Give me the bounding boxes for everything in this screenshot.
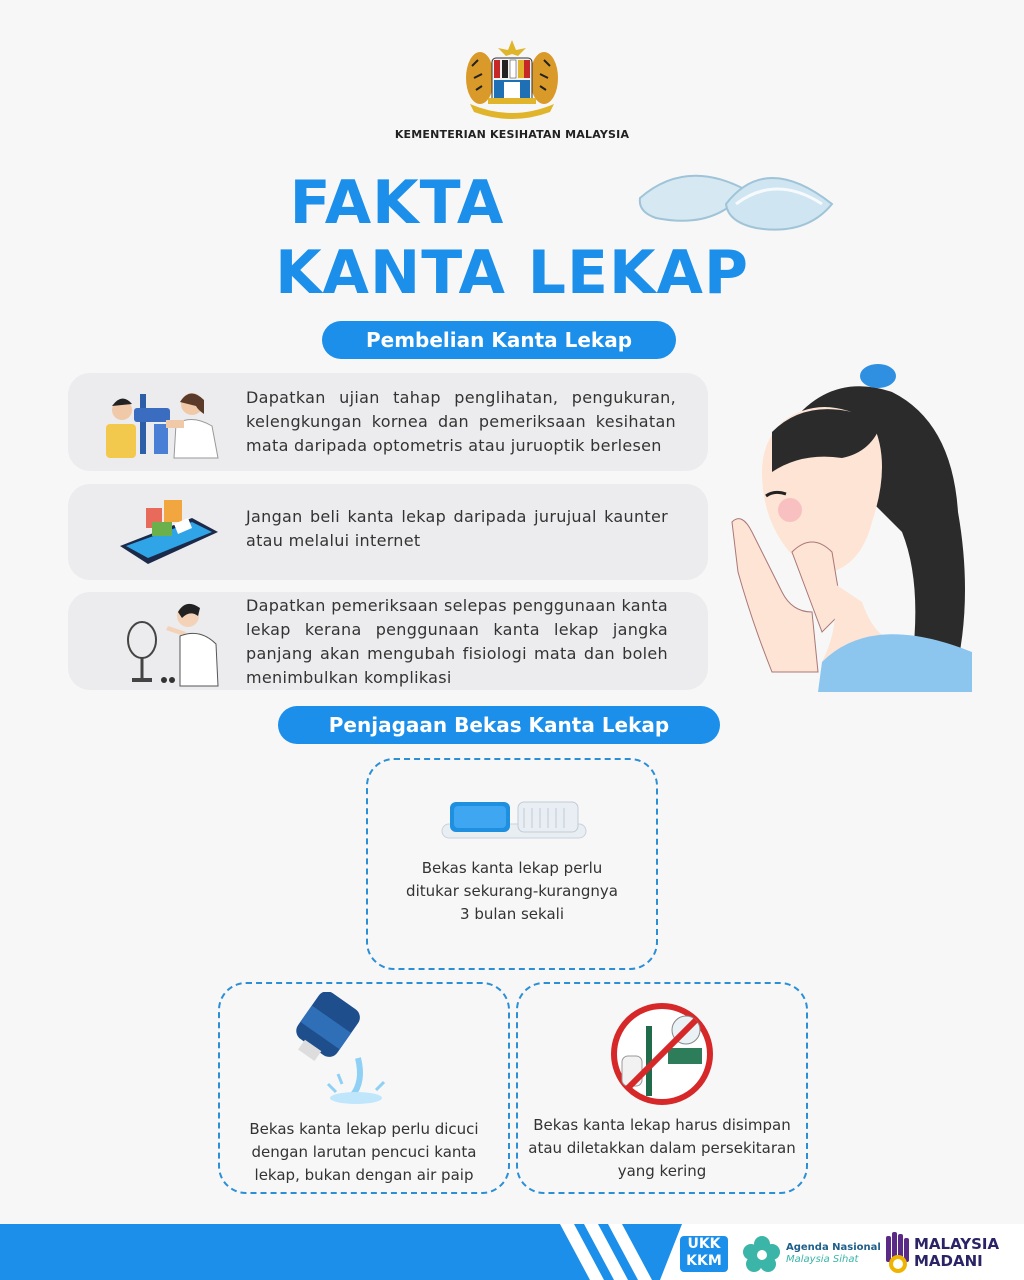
purchase-item-3-text: Dapatkan pemeriksaan selepas penggunaan kanta lekap kerana penggunaan kanta lekap jangka panjang akan mengubah fisiologi mata dan boleh menimbulkan komplikasi <box>246 596 668 687</box>
page-title-line2: KANTA LEKAP <box>275 238 749 308</box>
contact-lens-illustration <box>636 164 842 234</box>
woman-inserting-lens-illustration <box>722 362 972 692</box>
ukk-kkm-logo <box>680 1236 728 1272</box>
agenda-logo-line2: Malaysia Sihat <box>786 1254 859 1265</box>
lens-case-icon <box>440 800 588 846</box>
footer-stripes <box>560 1224 680 1280</box>
agenda-logo-line1: Agenda Nasional <box>786 1242 881 1253</box>
madani-logo-line1: MALAYSIA <box>914 1235 1000 1253</box>
kkm-logo-text: KKM <box>686 1253 722 1269</box>
agenda-nasional-logo <box>786 1242 881 1266</box>
mirror-user-icon <box>120 596 224 688</box>
madani-logo-line2: MADANI <box>914 1252 983 1270</box>
section-purchase-heading: Pembelian Kanta Lekap <box>322 321 676 359</box>
phone-shopping-icon <box>112 494 224 566</box>
eye-exam-icon <box>100 384 230 460</box>
hibiscus-icon <box>742 1234 782 1274</box>
care-box-3-text: Bekas kanta lekap harus disimpan atau diletakkan dalam persekitaran yang kering <box>528 1116 796 1180</box>
ukk-logo-text: UKK <box>687 1236 721 1252</box>
section-care-heading: Penjagaan Bekas Kanta Lekap <box>278 706 720 744</box>
care-box-2-text: Bekas kanta lekap perlu dicuci dengan larutan pencuci kanta lekap, bukan dengan air paip <box>249 1120 479 1184</box>
solution-bottle-icon <box>292 992 402 1108</box>
page-title-line1: FAKTA <box>289 168 505 238</box>
care-box-1-text: Bekas kanta lekap perlu ditukar sekurang-kurangnya 3 bulan sekali <box>406 859 618 923</box>
organization-name: KEMENTERIAN KESIHATAN MALAYSIA <box>394 128 630 141</box>
madani-hand-icon <box>884 1232 912 1274</box>
purchase-item-1-text: Dapatkan ujian tahap penglihatan, pengukuran, kelengkungan kornea dan pemeriksaan kesihatan mata daripada optometris atau juruoptik berlesen <box>246 388 676 455</box>
purchase-item-2-text: Jangan beli kanta lekap daripada jurujual kaunter atau melalui internet <box>246 507 668 550</box>
no-bathroom-icon <box>606 1000 718 1108</box>
coat-of-arms-logo <box>458 38 566 122</box>
malaysia-madani-logo <box>914 1236 999 1270</box>
